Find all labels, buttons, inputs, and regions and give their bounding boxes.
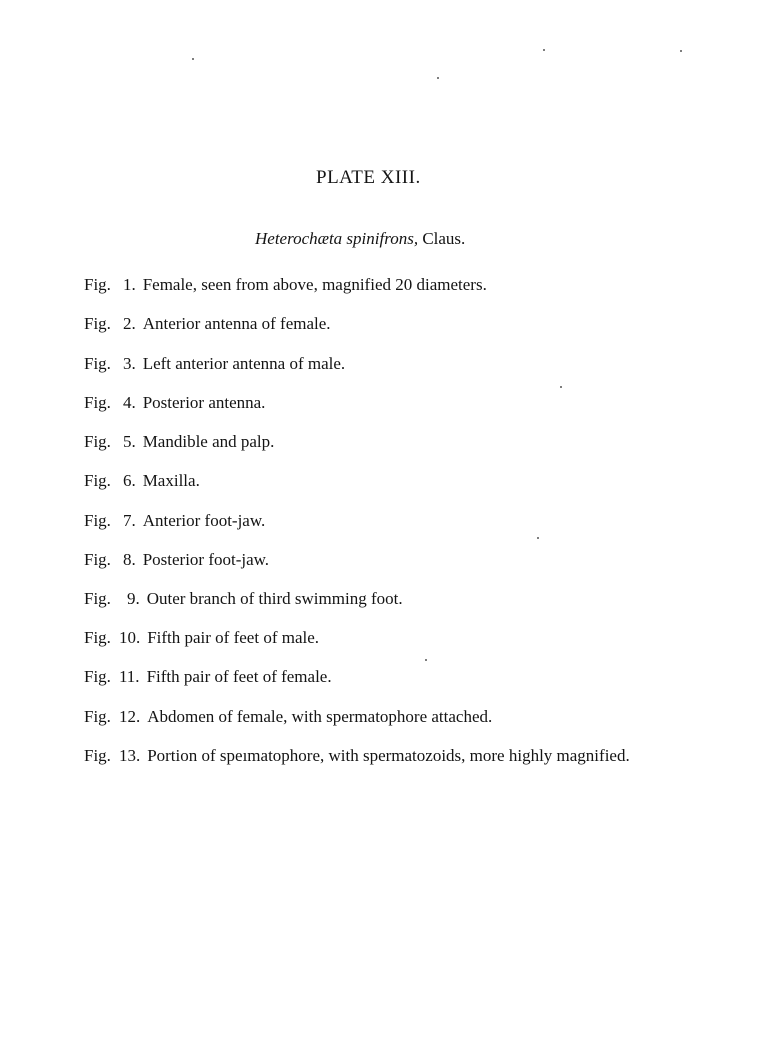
figure-caption-row (84, 745, 630, 767)
species-heading (255, 229, 465, 249)
figure-caption-row (84, 510, 265, 532)
figure-number: 1. (122, 275, 136, 294)
print-speck (560, 386, 562, 388)
print-speck (192, 58, 194, 60)
figure-number: 13. (118, 746, 141, 765)
figure-caption: Anterior foot-jaw. (142, 511, 266, 530)
figure-label: Fig. (84, 511, 111, 530)
print-speck (543, 49, 545, 51)
figure-label: Fig. (84, 628, 111, 647)
figure-caption: Fifth pair of feet of female. (146, 667, 332, 686)
figure-number: 7. (122, 511, 136, 530)
figure-caption: Posterior foot-jaw. (142, 550, 270, 569)
figure-caption: Mandible and palp. (142, 432, 275, 451)
figure-caption: Outer branch of third swimming foot. (146, 589, 403, 608)
figure-label: Fig. (84, 354, 111, 373)
figure-caption-row (84, 706, 492, 728)
figure-number: 8. (122, 550, 136, 569)
figure-caption-row (84, 549, 269, 571)
figure-number: 12. (118, 707, 141, 726)
figure-number: 6. (122, 471, 136, 490)
figure-label: Fig. (84, 589, 111, 608)
figure-caption: Female, seen from above, magnified 20 diameters. (142, 275, 487, 294)
figure-caption-row (84, 392, 265, 414)
print-speck (537, 537, 539, 539)
figure-label: Fig. (84, 432, 111, 451)
plate-title: PLATE XIII. (316, 167, 421, 188)
figure-caption-row (84, 627, 319, 649)
figure-caption: Abdomen of female, with spermatophore attached. (147, 707, 493, 726)
figure-number: 9. (126, 589, 140, 608)
figure-caption: Left anterior antenna of male. (142, 354, 346, 373)
figure-number: 4. (122, 393, 136, 412)
print-speck (680, 50, 682, 52)
figure-label: Fig. (84, 667, 111, 686)
figure-caption-row (84, 353, 345, 375)
figure-number: 2. (122, 314, 136, 333)
figure-caption-row (84, 313, 331, 335)
figure-caption-row (84, 588, 403, 610)
figure-number: 10. (118, 628, 141, 647)
figure-caption-row (84, 470, 200, 492)
figure-label: Fig. (84, 707, 111, 726)
figure-caption-row (84, 274, 487, 296)
figure-caption: Maxilla. (142, 471, 200, 490)
figure-label: Fig. (84, 550, 111, 569)
figure-label: Fig. (84, 471, 111, 490)
species-name: Heterochæta spinifrons, (255, 229, 419, 248)
figure-caption-row (84, 666, 332, 688)
species-author: Claus. (422, 229, 466, 248)
print-speck (437, 77, 439, 79)
figure-caption: Fifth pair of feet of male. (147, 628, 320, 647)
figure-label: Fig. (84, 746, 111, 765)
figure-number: 3. (122, 354, 136, 373)
figure-caption: Anterior antenna of female. (142, 314, 331, 333)
print-speck (425, 659, 427, 661)
figure-label: Fig. (84, 314, 111, 333)
figure-number: 11. (118, 667, 140, 686)
figure-caption-row (84, 431, 274, 453)
figure-caption: Portion of speımatophore, with spermatozoids, more highly magnified. (147, 746, 630, 765)
figure-label: Fig. (84, 275, 111, 294)
figure-label: Fig. (84, 393, 111, 412)
figure-number: 5. (122, 432, 136, 451)
figure-caption: Posterior antenna. (142, 393, 266, 412)
